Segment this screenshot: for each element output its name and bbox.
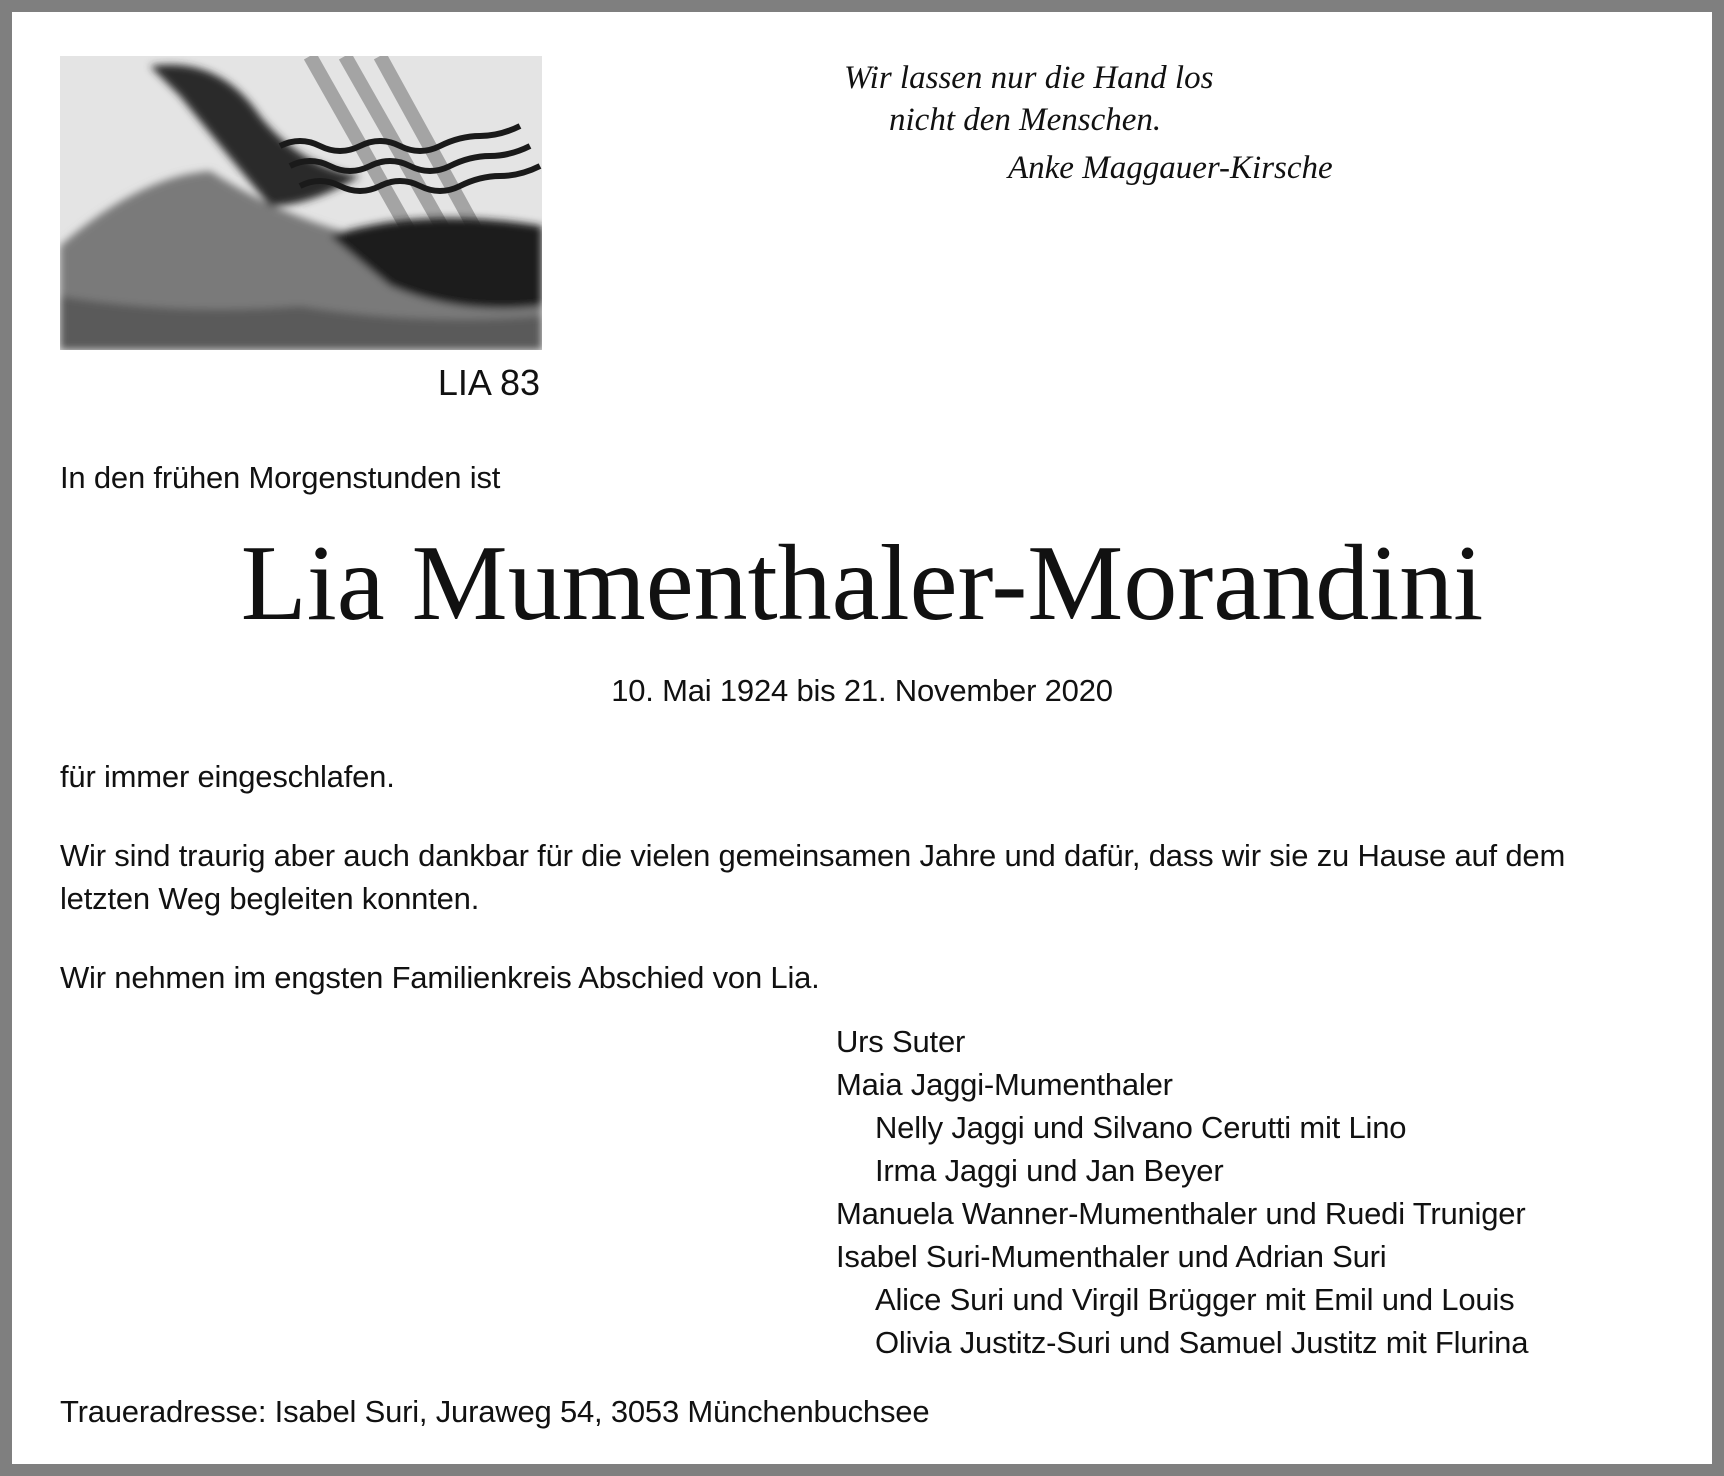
quote-line-2: nicht den Menschen. — [889, 102, 1162, 138]
mourner-line: Nelly Jaggi und Silvano Cerutti mit Lino — [875, 1110, 1407, 1145]
mourner-line: Olivia Justitz-Suri und Samuel Justitz mit Flurina — [875, 1325, 1529, 1360]
quote-line-1: Wir lassen nur die Hand los — [844, 60, 1214, 96]
farewell-text: Wir nehmen im engsten Familienkreis Abschied von Lia. — [60, 960, 820, 995]
intro-text: In den frühen Morgenstunden ist — [60, 460, 501, 495]
mourner-line: Irma Jaggi und Jan Beyer — [875, 1153, 1224, 1188]
mourner-line: Urs Suter — [836, 1024, 966, 1059]
after-name-text: für immer eingeschlafen. — [60, 759, 395, 794]
mourner-line: Manuela Wanner-Mumenthaler und Ruedi Truniger — [836, 1196, 1526, 1231]
mourner-line: Isabel Suri-Mumenthaler und Adrian Suri — [836, 1239, 1387, 1274]
life-dates: 10. Mai 1924 bis 21. November 2020 — [611, 673, 1113, 708]
artwork-caption: LIA 83 — [437, 362, 540, 403]
paragraph-line-2: letzten Weg begleiten konnten. — [60, 881, 480, 916]
deceased-name: Lia Mumenthaler-Morandini — [240, 524, 1484, 643]
artwork-image — [60, 56, 542, 350]
obituary-page — [12, 12, 1712, 1464]
mourner-line: Alice Suri und Virgil Brügger mit Emil und Louis — [875, 1282, 1515, 1317]
mourning-address: Traueradresse: Isabel Suri, Juraweg 54, 3053 Münchenbuchsee — [60, 1394, 930, 1429]
paragraph-line-1: Wir sind traurig aber auch dankbar für die vielen gemeinsamen Jahre und dafür, dass wir sie zu Hause auf dem — [60, 838, 1566, 873]
quote-author: Anke Maggauer-Kirsche — [1008, 150, 1333, 186]
mourner-line: Maia Jaggi-Mumenthaler — [836, 1067, 1173, 1102]
